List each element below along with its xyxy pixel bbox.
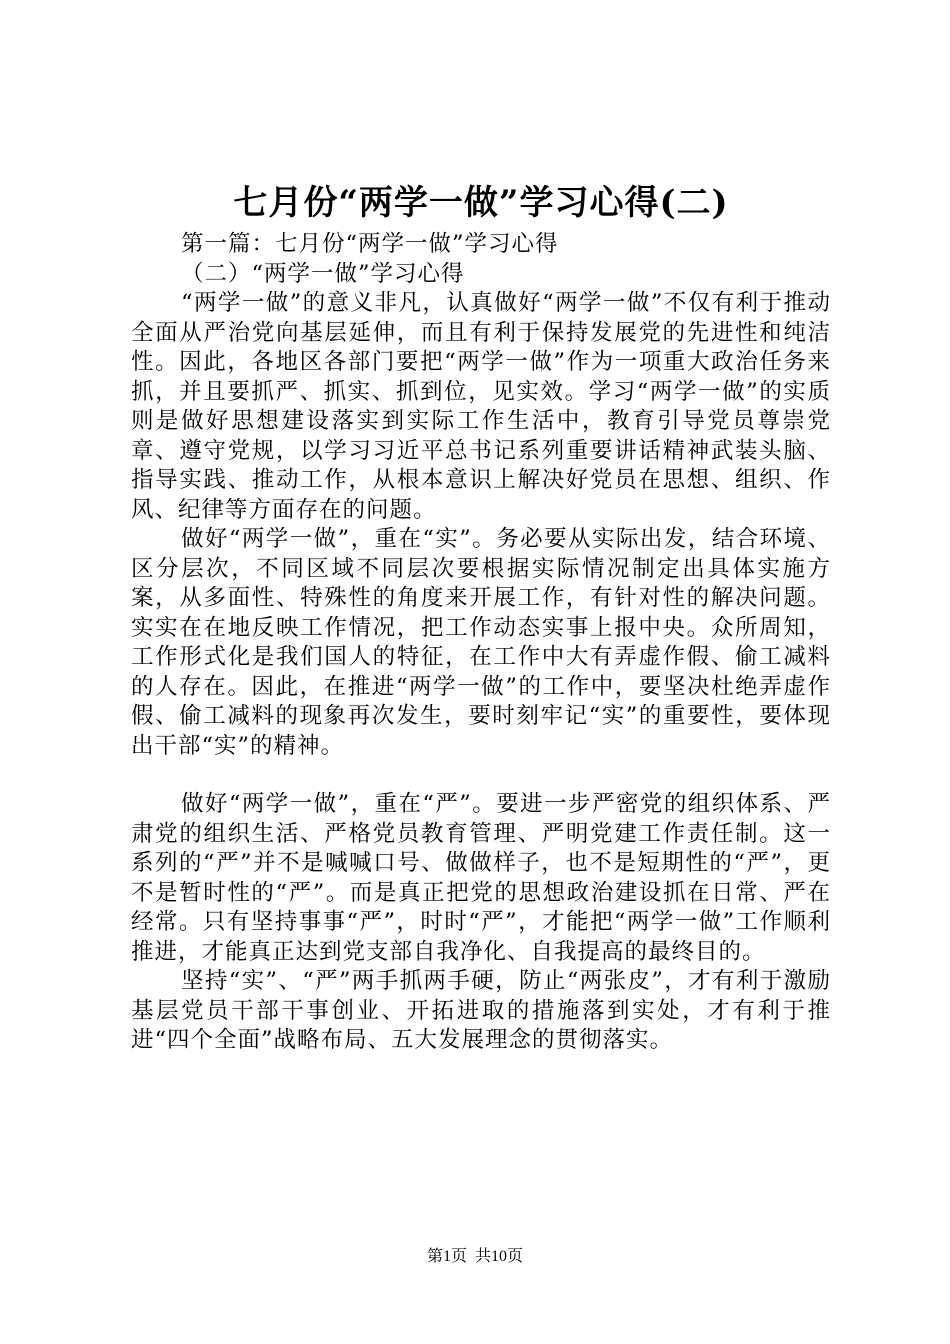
paragraph-3: 做好“两学一做”，重在“严”。要进一步严密党的组织体系、严肃党的组织生活、严格党员教育管理、严明党建工作责任制。这一系列的“严”并不是喊喊口号、做做样子，也不是短期性的“严”，更不是暂时性的“严”。而是真正把党的思想政治建设抓在日常、严在经常。只有坚持事事“严”，时时“严”，才能把“两学一做”工作顺利推进，才能真正达到党支部自我净化、自我提高的最终目的。: [131, 791, 831, 965]
subtitle-second: （二）“两学一做”学习心得: [181, 260, 465, 287]
document-title: 七月份“两学一做”学习心得(二): [233, 183, 729, 223]
paragraph-spacer: [131, 761, 831, 790]
document-body: [131, 180, 831, 1056]
paragraph-4: 坚持“实”、“严”两手抓两手硬，防止“两张皮”，才有利于激励基层党员干部干事创业、开拓进取的措施落到实处，才有利于推进“四个全面”战略布局、五大发展理念的贯彻落实。: [131, 968, 831, 1053]
page-number: 第1页 共10页: [426, 1248, 523, 1265]
page-footer: [0, 1243, 950, 1266]
paragraph-2: 做好“两学一做”，重在“实”。务必要从实际出发，结合环境、区分层次，不同区域不同层次要根据实际情况制定出具体实施方案，从多面性、特殊性的角度来开展工作，有针对性的解决问题。实实在在地反映工作情况，把工作动态实事上报中央。众所周知，工作形式化是我们国人的特征，在工作中大有弄虚作假、偷工减料的人存在。因此，在推进“两学一做”的工作中，要坚决杜绝弄虚作假、偷工减料的现象再次发生，要时刻牢记“实”的重要性，要体现出干部“实”的精神。: [131, 526, 831, 759]
subtitle-first: 第一篇：七月份“两学一做”学习心得: [181, 231, 559, 257]
paragraph-1: “两学一做”的意义非凡，认真做好“两学一做”不仅有利于推动全面从严治党向基层延伸，而且有利于保持发展党的先进性和纯洁性。因此，各地区各部门要把“两学一做”作为一项重大政治任务来抓，并且要抓严、抓实、抓到位，见实效。学习“两学一做”的实质则是做好思想建设落实到实际工作生活中，教育引导党员尊崇党章、遵守党规，以学习习近平总书记系列重要讲话精神武装头脑、指导实践、推动工作，从根本意识上解决好党员在思想、组织、作风、纪律等方面存在的问题。: [131, 290, 831, 523]
